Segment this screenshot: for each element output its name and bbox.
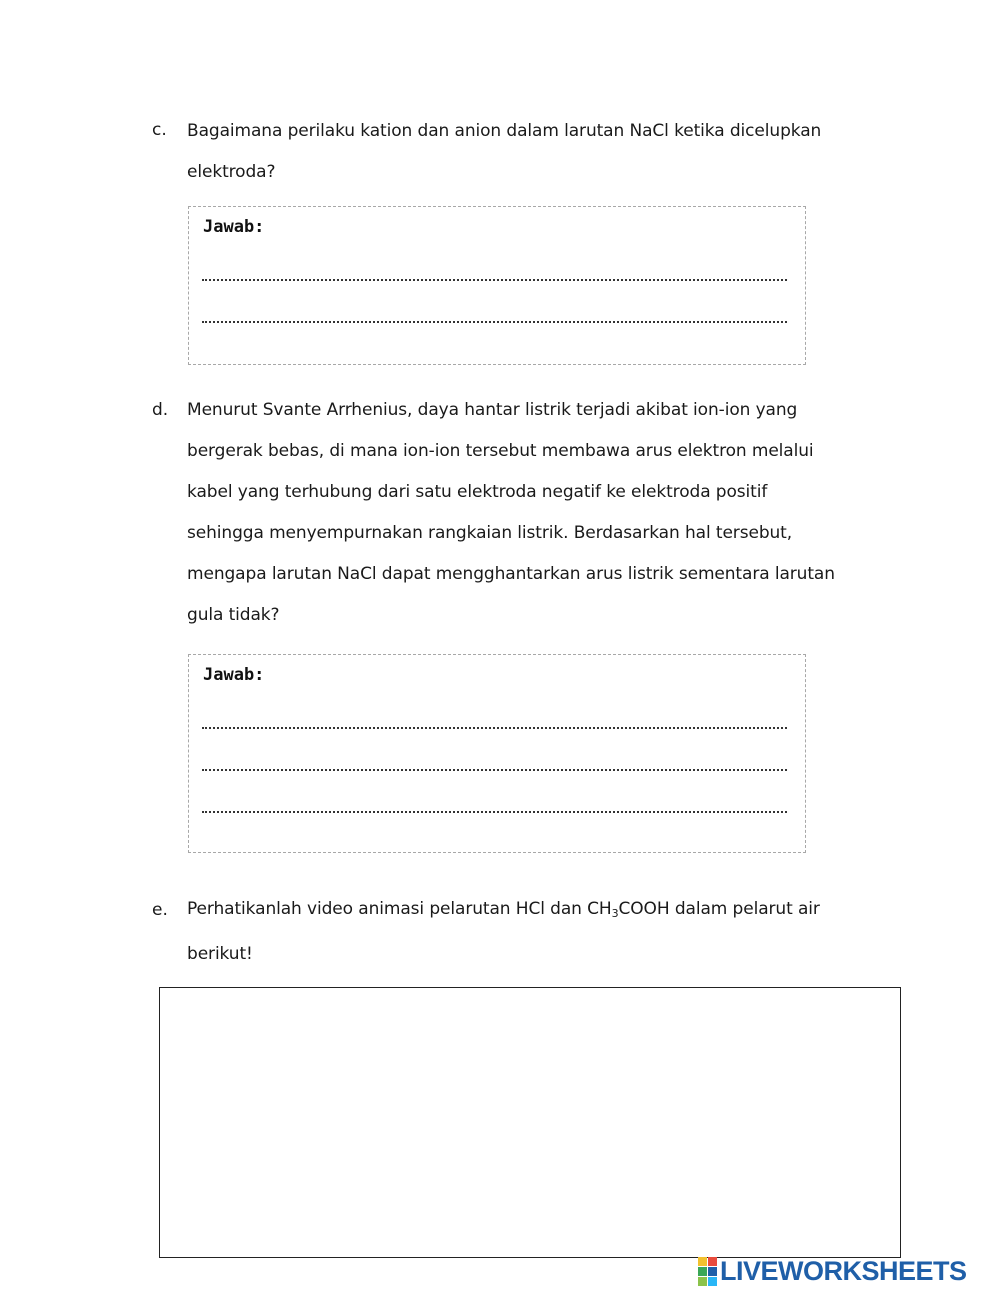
answer-label-d: Jawab:: [203, 665, 265, 685]
answer-line[interactable]: [202, 727, 787, 729]
question-d-line-1: Menurut Svante Arrhenius, daya hantar listrik terjadi akibat ion-ion yang: [187, 400, 798, 420]
question-d-line-2: bergerak bebas, di mana ion-ion tersebut membawa arus elektron melalui: [187, 441, 814, 461]
question-e-line-1-part-b: COOH dalam pelarut air: [618, 899, 820, 919]
answer-line[interactable]: [202, 279, 787, 281]
logo-block: [698, 1257, 707, 1266]
logo-block: [698, 1277, 707, 1286]
question-d-letter: d.: [152, 400, 169, 420]
logo-blocks-icon: [698, 1257, 717, 1286]
answer-line[interactable]: [202, 811, 787, 813]
question-d-line-5: mengapa larutan NaCl dapat mengghantarkan arus listrik sementara larutan: [187, 564, 835, 584]
video-frame[interactable]: [159, 987, 901, 1258]
logo-block: [698, 1267, 707, 1276]
question-e-line-2: berikut!: [187, 944, 253, 964]
logo-text: LIVEWORKSHEETS: [720, 1255, 967, 1286]
question-e-line-1: [187, 889, 887, 934]
answer-line[interactable]: [202, 769, 787, 771]
question-e-letter: e.: [152, 900, 168, 920]
question-d-line-4: sehingga menyempurnakan rangkaian listrik. Berdasarkan hal tersebut,: [187, 523, 793, 543]
question-c-line-1: Bagaimana perilaku kation dan anion dalam larutan NaCl ketika dicelupkan: [187, 121, 822, 141]
answer-box-c[interactable]: [188, 206, 806, 365]
subscript-3: 3: [611, 907, 619, 920]
question-d-text: [187, 390, 887, 636]
logo-block: [708, 1257, 717, 1266]
question-c-text: [187, 111, 887, 193]
question-d-line-6: gula tidak?: [187, 605, 280, 625]
question-c-line-2: elektroda?: [187, 162, 276, 182]
logo-block: [708, 1277, 717, 1286]
question-e-line-1-part-a: Perhatikanlah video animasi pelarutan HCl dan CH: [187, 899, 612, 919]
logo-block: [708, 1267, 717, 1276]
question-d-line-3: kabel yang terhubung dari satu elektroda negatif ke elektroda positif: [187, 482, 768, 502]
answer-label-c: Jawab:: [203, 217, 265, 237]
answer-box-d[interactable]: [188, 654, 806, 853]
question-e-text: [187, 889, 887, 975]
liveworksheets-logo: [698, 1256, 967, 1286]
answer-line[interactable]: [202, 321, 787, 323]
question-c-letter: c.: [152, 120, 167, 140]
